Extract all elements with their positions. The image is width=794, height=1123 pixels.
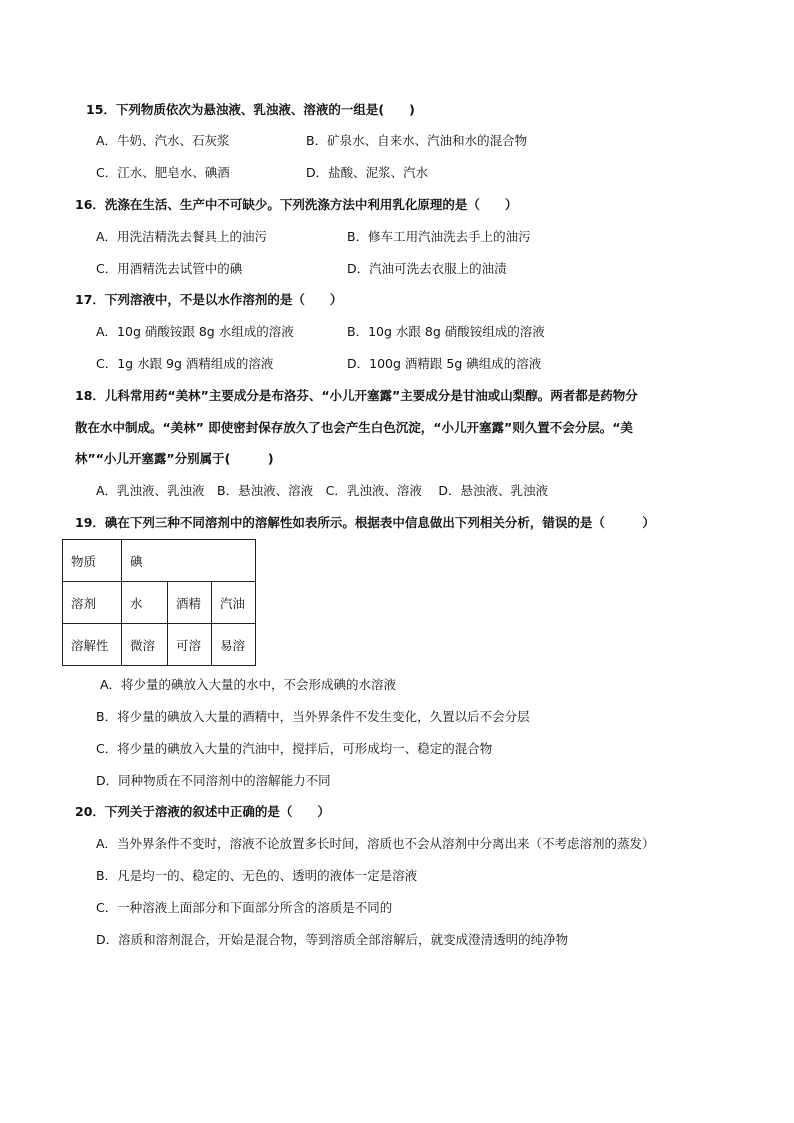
q16-option-d: D．汽油可洗去衣服上的油渍	[347, 261, 507, 276]
question-18-stem-line1: 18．儿科常用药“美林”主要成分是布洛芬、“小儿开塞露”主要成分是甘油或山梨醇。两者都是药物分	[75, 388, 638, 403]
q20-option-a: A．当外界条件不变时，溶液不论放置多长时间，溶质也不会从溶剂中分离出来（不考虑溶剂的蒸发）	[96, 836, 655, 851]
table-cell: 碘	[122, 540, 256, 582]
table-row	[63, 624, 256, 666]
question-18-stem-line2: 散在水中制成。“美林” 即使密封保存放久了也会产生白色沉淀，“小儿开塞露”则久置不会分层。“美	[75, 420, 633, 435]
question-20-stem: 20．下列关于溶液的叙述中正确的是（ ）	[75, 804, 330, 819]
q20-option-c: C．一种溶液上面部分和下面部分所含的溶质是不同的	[96, 900, 393, 915]
q19-option-d: D．同种物质在不同溶剂中的溶解能力不同	[96, 773, 331, 788]
table-row	[63, 582, 256, 624]
q15-option-d: D．盐酸、泥浆、汽水	[306, 165, 429, 180]
question-15-stem: 15．下列物质依次为悬浊液、乳浊液、溶液的一组是( )	[86, 102, 415, 117]
table-cell: 溶剂	[63, 582, 122, 624]
table-cell: 物质	[63, 540, 122, 582]
q19-option-a: A．将少量的碘放入大量的水中，不会形成碘的水溶液	[100, 677, 397, 692]
solubility-table	[62, 539, 256, 666]
q16-option-b: B．修车工用汽油洗去手上的油污	[347, 229, 531, 244]
table-row	[63, 540, 256, 582]
table-cell: 水	[122, 582, 168, 624]
q17-option-a: A．10g 硝酸铵跟 8g 水组成的溶液	[96, 324, 294, 339]
question-17-stem: 17．下列溶液中，不是以水作溶剂的是（ ）	[75, 292, 343, 307]
table-cell: 溶解性	[63, 624, 122, 666]
q19-option-b: B．将少量的碘放入大量的酒精中，当外界条件不发生变化，久置以后不会分层	[96, 709, 530, 724]
table-cell: 汽油	[212, 582, 256, 624]
q15-option-b: B．矿泉水、自来水、汽油和水的混合物	[306, 133, 528, 148]
q20-option-d: D．溶质和溶剂混合，开始是混合物，等到溶质全部溶解后，就变成澄清透明的纯净物	[96, 932, 569, 947]
question-16-stem: 16．洗涤在生活、生产中不可缺少。下列洗涤方法中利用乳化原理的是（ ）	[75, 197, 518, 212]
table-cell: 可溶	[168, 624, 212, 666]
q16-option-c: C．用酒精洗去试管中的碘	[96, 261, 243, 276]
q17-option-b: B．10g 水跟 8g 硝酸铵组成的溶液	[347, 324, 545, 339]
q15-option-a: A．牛奶、汽水、石灰浆	[96, 133, 230, 148]
q17-option-c: C．1g 水跟 9g 酒精组成的溶液	[96, 356, 274, 371]
table-cell: 易溶	[212, 624, 256, 666]
q17-option-d: D．100g 酒精跟 5g 碘组成的溶液	[347, 356, 542, 371]
q19-option-c: C．将少量的碘放入大量的汽油中，搅拌后，可形成均一、稳定的混合物	[96, 741, 493, 756]
table-cell: 微溶	[122, 624, 168, 666]
q16-option-a: A．用洗洁精洗去餐具上的油污	[96, 229, 268, 244]
q20-option-b: B．凡是均一的、稳定的、无色的、透明的液体一定是溶液	[96, 868, 418, 883]
q15-option-c: C．江水、肥皂水、碘酒	[96, 165, 230, 180]
table-cell: 酒精	[168, 582, 212, 624]
question-18-stem-line3: 林”“小儿开塞露”分别属于( )	[75, 451, 274, 466]
q18-options: A．乳浊液、乳浊液 B．悬浊液、溶液 C．乳浊液、溶液 D．悬浊液、乳浊液	[96, 483, 548, 498]
question-19-stem: 19．碘在下列三种不同溶剂中的溶解性如表所示。根据表中信息做出下列相关分析，错误的是（ ）	[75, 515, 655, 530]
